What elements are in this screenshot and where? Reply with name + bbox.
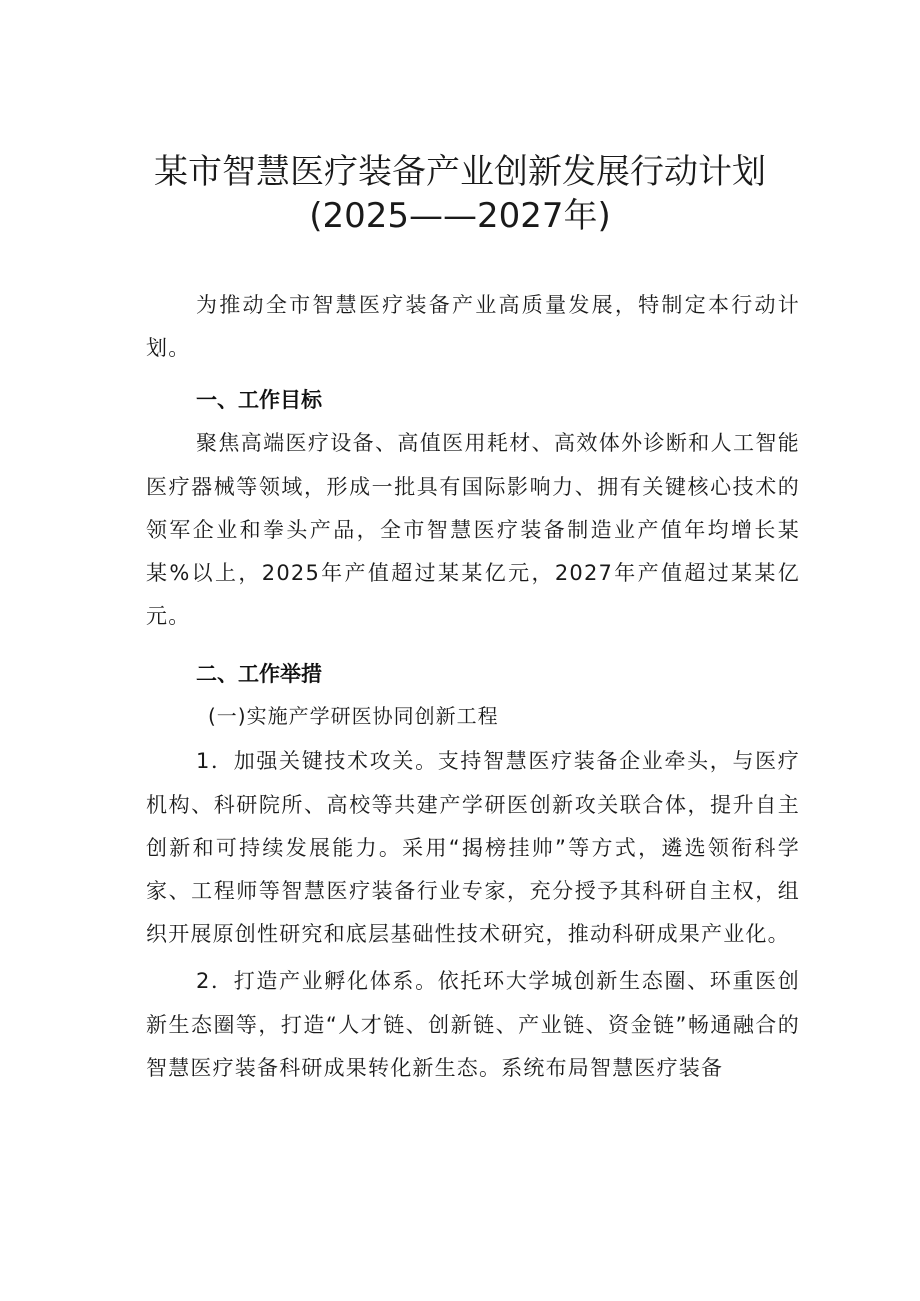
section-heading-measures: 二、工作举措 — [196, 662, 322, 687]
document-title — [0, 150, 920, 238]
subsection-heading-innovation: (一)实施产学研医协同创新工程 — [208, 704, 499, 729]
measure-item-2: 2．打造产业孵化体系。依托环大学城创新生态圈、环重医创新生态圈等，打造“人才链、创新链、产业链、资金链”畅通融合的智慧医疗装备科研成果转化新生态。系统布局智慧医疗装备 — [146, 969, 800, 1080]
document-body — [146, 284, 800, 1090]
measure-item-1: 1．加强关键技术攻关。支持智慧医疗装备企业牵头，与医疗机构、科研院所、高校等共建产学研医创新攻关联合体，提升自主创新和可持续发展能力。采用“揭榜挂帅”等方式，遴选领衔科学家、工程师等智慧医疗装备行业专家，充分授予其科研自主权，组织开展原创性研究和底层基础性技术研究，推动科研成果产业化。 — [146, 749, 800, 947]
intro-paragraph: 为推动全市智慧医疗装备产业高质量发展，特制定本行动计划。 — [146, 293, 800, 361]
goals-paragraph: 聚焦高端医疗设备、高值医用耗材、高效体外诊断和人工智能医疗器械等领域，形成一批具有国际影响力、拥有关键核心技术的领军企业和拳头产品，全市智慧医疗装备制造业产值年均增长某某%以上，2025年产值超过某某亿元，2027年产值超过某某亿元。 — [146, 431, 800, 629]
title-line-main: 某市智慧医疗装备产业创新发展行动计划 — [154, 152, 766, 192]
section-heading-goals: 一、工作目标 — [196, 388, 322, 413]
title-line-years: (2025——2027年) — [309, 196, 611, 236]
